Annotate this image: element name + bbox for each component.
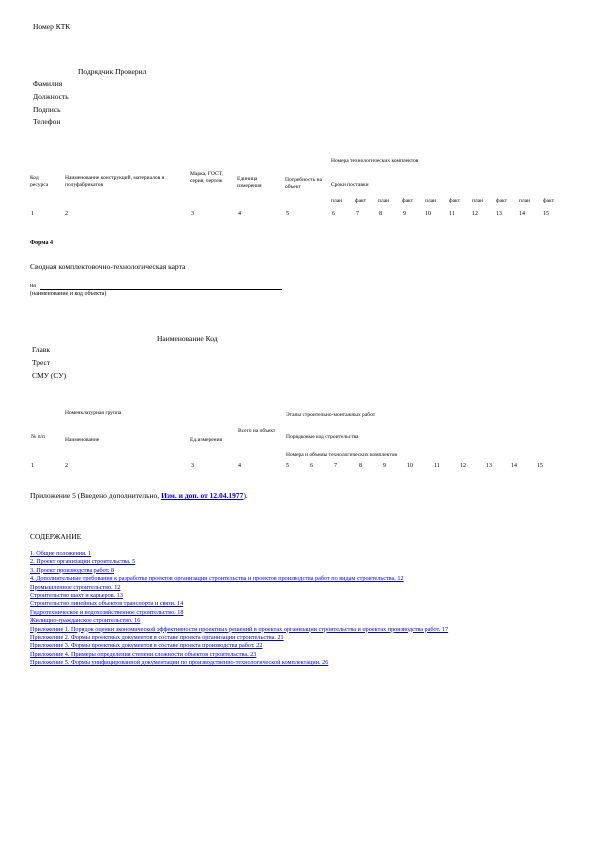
table2-num: 5 [286, 463, 289, 469]
table1-col-period: Сроки поставки [331, 182, 369, 188]
table1-sub: план [425, 198, 437, 204]
table1-num: 4 [238, 211, 241, 217]
toc-link[interactable]: Строительство шахт и карьеров. 13 [30, 592, 123, 600]
table2-col-unit: Ед.измерения [190, 437, 223, 443]
toc-title: СОДЕРЖАНИЕ [30, 532, 82, 541]
table2-num: 6 [310, 463, 313, 469]
field-phone: Телефон [33, 117, 61, 126]
table1-num: 8 [379, 211, 382, 217]
table1-col-name: Наименование конструкций, материалов и полуфабрикатов [65, 175, 165, 188]
table1-num: 1 [31, 211, 34, 217]
table2-col-name: Наименование [65, 437, 100, 443]
table1-num: 13 [496, 211, 502, 217]
field-surname: Фамилия [33, 79, 63, 88]
toc-link[interactable]: Приложение 4. Примеры определения степени сложности объектов строительства. 23 [30, 650, 257, 658]
table2-num: 9 [383, 463, 386, 469]
toc-link[interactable]: Промышленное строительство. 12 [30, 583, 121, 591]
table2-num: 4 [238, 463, 241, 469]
appendix-end: ). [243, 491, 248, 500]
table1-col-unit: Единица измерения [237, 176, 262, 189]
table2-num: 3 [191, 463, 194, 469]
table1-col-code: Код ресурса [30, 175, 49, 188]
table2-num: 12 [460, 463, 466, 469]
toc-list [30, 550, 530, 668]
table1-sub: факт [449, 198, 461, 204]
form4-title: Сводная комплектовочно-технологическая карта [30, 262, 186, 271]
table2-num: 15 [537, 463, 543, 469]
table1-num: 10 [425, 211, 431, 217]
table1-sub: факт [496, 198, 508, 204]
toc-link[interactable]: 4. Дополнительные требования к разработке проектов организации строительства и проектов производства работ по видам строительства. 12 [30, 575, 404, 583]
table2-num: 14 [511, 463, 517, 469]
field-position: Должность [33, 92, 69, 101]
table2-col-total: Всего на объект [238, 428, 276, 434]
table1-num: 12 [472, 211, 478, 217]
table2-num: 1 [31, 463, 34, 469]
table1-num: 14 [519, 211, 525, 217]
toc-link[interactable]: Приложение 2. Формы проектных документов в составе проекта организации строительства. 21 [30, 634, 284, 642]
table1-num: 5 [286, 211, 289, 217]
table1-col-need: Потребность на объект [285, 177, 323, 190]
table1-sub: факт [355, 198, 367, 204]
ktk-number-label: Номер КТК [33, 22, 71, 31]
table1-num: 9 [403, 211, 406, 217]
table1-num: 11 [449, 211, 455, 217]
table1-sub: план [472, 198, 484, 204]
table1-sub: план [331, 198, 343, 204]
table2-group-stages: Этапы строительно-монтажных работ [286, 412, 376, 418]
table2-num: 11 [434, 463, 440, 469]
toc-link[interactable]: Строительство линейных объектов транспорта и связи. 14 [30, 600, 184, 608]
toc-link[interactable]: Жилищно-гражданское строительство. 16 [30, 617, 141, 625]
table1-num: 15 [543, 211, 549, 217]
org-field-smu: СМУ (СУ) [32, 371, 67, 380]
object-name-line [40, 289, 282, 290]
org-field-glavk: Главк [32, 345, 51, 354]
table1-sub: факт [543, 198, 555, 204]
table2-num: 13 [486, 463, 492, 469]
table2-col-numbers: Номера и объемы технологических комплектов [286, 452, 397, 458]
toc-link[interactable]: Приложение 1. Порядок оценки экономической эффективности проектных решений в проектах организации строительства и проектах производства работ. 17 [30, 625, 449, 633]
table1-sub: факт [402, 198, 414, 204]
table1-num: 3 [191, 211, 194, 217]
toc-link[interactable]: Приложение 5. Формы унифицированной документации по производственно-технологической комплектации. 26 [30, 659, 329, 667]
table1-sub: план [519, 198, 531, 204]
table1-num: 6 [332, 211, 335, 217]
form4-label: Форма 4 [30, 240, 53, 246]
table1-num: 7 [356, 211, 359, 217]
table1-sub: план [378, 198, 390, 204]
table2-num: 2 [65, 463, 68, 469]
table2-col-num: № п/п [31, 434, 46, 440]
table1-col-mark: Марка, ГОСТ, серия, чертеж [190, 171, 223, 184]
table2-col-contractors: Порядковые код строительства [286, 434, 359, 440]
table1-num: 2 [65, 211, 68, 217]
form4-caption: (наименование и код объекта) [30, 291, 107, 297]
table1-group-header: Номера технологических комплектов [331, 158, 419, 164]
org-header: Наименование Код [157, 334, 218, 343]
toc-link[interactable]: 1. Общие положения. 1 [30, 550, 92, 557]
table2-group-nomenclature: Номенклатурная группа [65, 410, 122, 416]
amendment-link[interactable]: Изм. и доп. от 12.04.1977 [161, 491, 244, 500]
table2-num: 10 [407, 463, 413, 469]
field-signature: Подпись [33, 105, 61, 114]
table2-num: 7 [334, 463, 337, 469]
form4-on-label: на [30, 283, 36, 289]
toc-link[interactable]: Приложение 3. Формы проектных документов в составе проекта производства работ. 22 [30, 642, 263, 650]
table2-num: 8 [359, 463, 362, 469]
appendix-note [30, 491, 248, 500]
toc-link[interactable]: Гидротехническое и водохозяйственное строительство. 18 [30, 608, 184, 616]
appendix-text: Приложение 5 (Введено дополнительно, [30, 491, 160, 500]
org-field-trest: Трест [32, 358, 51, 367]
toc-link[interactable]: 3. Проект производства работ. 8 [30, 566, 115, 574]
contractor-title: Подрядчик Проверил [78, 67, 147, 76]
toc-link[interactable]: 2. Проект организации строительства. 5 [30, 558, 136, 566]
